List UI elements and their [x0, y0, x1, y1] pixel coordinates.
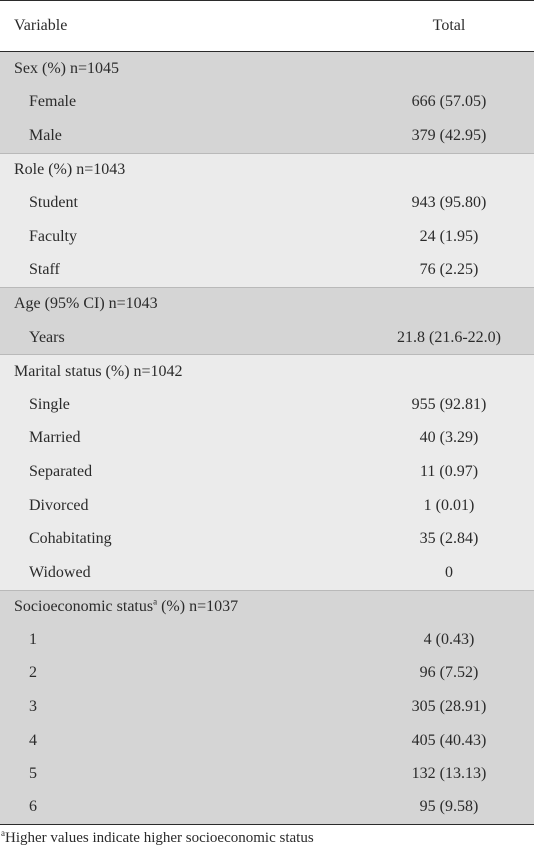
- footnote-marker: a: [153, 596, 158, 607]
- table-row: Widowed 0: [0, 556, 534, 590]
- header-total: Total: [432, 17, 466, 34]
- table-row: Separated 11 (0.97): [0, 455, 534, 489]
- table-row: Divorced 1 (0.01): [0, 489, 534, 523]
- table-row: Male 379 (42.95): [0, 119, 534, 153]
- table-footnote: $^a$Higher values indicate higher socioeconomic status: [1, 827, 314, 846]
- table-row: 1 4 (0.43): [0, 623, 534, 657]
- table-row: Staff 76 (2.25): [0, 254, 534, 288]
- group-title-role: Role (%) n=1043: [0, 153, 534, 187]
- table-row: 5 132 (13.13): [0, 757, 534, 791]
- group-title-sex: Sex (%) n=1045: [0, 52, 534, 86]
- table-row: Cohabitating 35 (2.84): [0, 522, 534, 556]
- table-row: Married 40 (3.29): [0, 422, 534, 456]
- header-variable: Variable: [14, 17, 68, 34]
- table-row: Faculty 24 (1.95): [0, 220, 534, 254]
- table-row: Years 21.8 (21.6-22.0): [0, 321, 534, 355]
- group-title-marital-status: Marital status (%) n=1042: [0, 354, 534, 388]
- group-title-socioeconomic-status: Socioeconomic status$^a$ (%) n=1037: [0, 590, 534, 624]
- table-row: 4 405 (40.43): [0, 724, 534, 758]
- table-row: Female 666 (57.05): [0, 86, 534, 120]
- table-row: Single 955 (92.81): [0, 388, 534, 422]
- table-row: 3 305 (28.91): [0, 690, 534, 724]
- table-row: 6 95 (9.58): [0, 791, 534, 825]
- footnote-marker: a: [1, 827, 5, 838]
- table-row: Student 943 (95.80): [0, 186, 534, 220]
- table-row: 2 96 (7.52): [0, 657, 534, 691]
- group-title-age: Age (95% CI) n=1043: [0, 287, 534, 321]
- table-header: [0, 0, 534, 52]
